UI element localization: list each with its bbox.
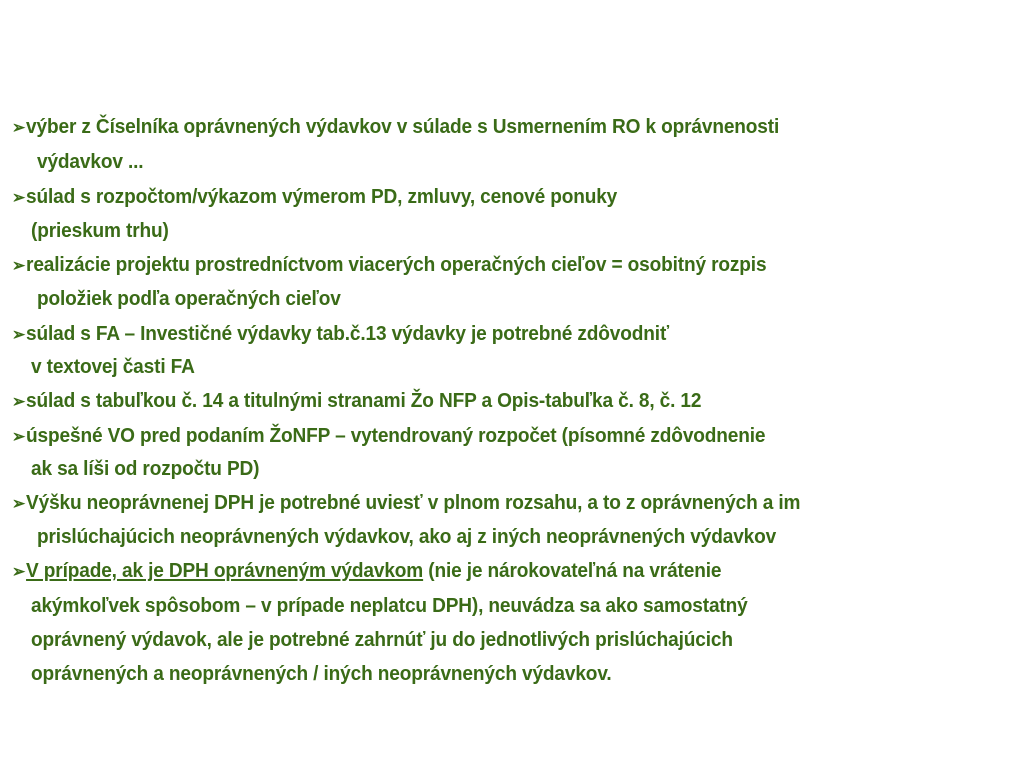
- bullet-continuation: akýmkoľvek spôsobom – v prípade neplatcu DPH), neuvádza sa ako samostatný: [31, 594, 748, 617]
- bullet-continuation: ak sa líši od rozpočtu PD): [31, 457, 260, 480]
- bullet-continuation: oprávnených a neoprávnených / iných neoprávnených výdavkov.: [31, 662, 612, 685]
- bullet-text: súlad s tabuľkou č. 14 a titulnými stranami Žo NFP a Opis-tabuľka č. 8, č. 12: [26, 389, 702, 412]
- arrow-bullet-icon: ➢: [12, 427, 26, 446]
- bullet-text: súlad s FA – Investičné výdavky tab.č.13 výdavky je potrebné zdôvodniť: [26, 322, 669, 345]
- bullet-item-6: [12, 424, 765, 449]
- bullet-text: súlad s rozpočtom/výkazom výmerom PD, zmluvy, cenové ponuky: [26, 185, 618, 208]
- bullet-continuation: oprávnený výdavok, ale je potrebné zahrnúť ju do jednotlivých prislúchajúcich: [31, 628, 733, 651]
- bullet-continuation: v textovej časti FA: [31, 355, 195, 378]
- underlined-text: V prípade, ak je DPH oprávneným výdavkom: [26, 559, 424, 582]
- bullet-item-7: [12, 491, 800, 516]
- bullet-text: (nie je nárokovateľná na vrátenie: [423, 559, 722, 582]
- arrow-bullet-icon: ➢: [12, 118, 26, 137]
- bullet-continuation: (prieskum trhu): [31, 219, 169, 242]
- bullet-continuation: položiek podľa operačných cieľov: [37, 287, 341, 310]
- bullet-continuation: výdavkov ...: [37, 150, 144, 173]
- arrow-bullet-icon: ➢: [12, 256, 26, 275]
- bullet-item-8: [12, 559, 721, 584]
- arrow-bullet-icon: ➢: [12, 494, 26, 513]
- bullet-text: realizácie projektu prostredníctvom viacerých operačných cieľov = osobitný rozpis: [26, 253, 767, 276]
- arrow-bullet-icon: ➢: [12, 325, 26, 344]
- bullet-text: výber z Číselníka oprávnených výdavkov v súlade s Usmernením RO k oprávnenosti: [26, 115, 780, 138]
- arrow-bullet-icon: ➢: [12, 562, 26, 581]
- bullet-item-5: [12, 389, 701, 414]
- arrow-bullet-icon: ➢: [12, 188, 26, 207]
- bullet-item-3: [12, 253, 766, 278]
- bullet-continuation: prislúchajúcich neoprávnených výdavkov, ako aj z iných neoprávnených výdavkov: [37, 525, 777, 548]
- bullet-text: úspešné VO pred podaním ŽoNFP – vytendrovaný rozpočet (písomné zdôvodnenie: [26, 424, 766, 447]
- bullet-item-4: [12, 322, 669, 347]
- arrow-bullet-icon: ➢: [12, 392, 26, 411]
- bullet-item-2: [12, 185, 617, 210]
- bullet-text: Výšku neoprávnenej DPH je potrebné uviesť v plnom rozsahu, a to z oprávnených a im: [26, 491, 801, 514]
- bullet-item-1: [12, 115, 779, 140]
